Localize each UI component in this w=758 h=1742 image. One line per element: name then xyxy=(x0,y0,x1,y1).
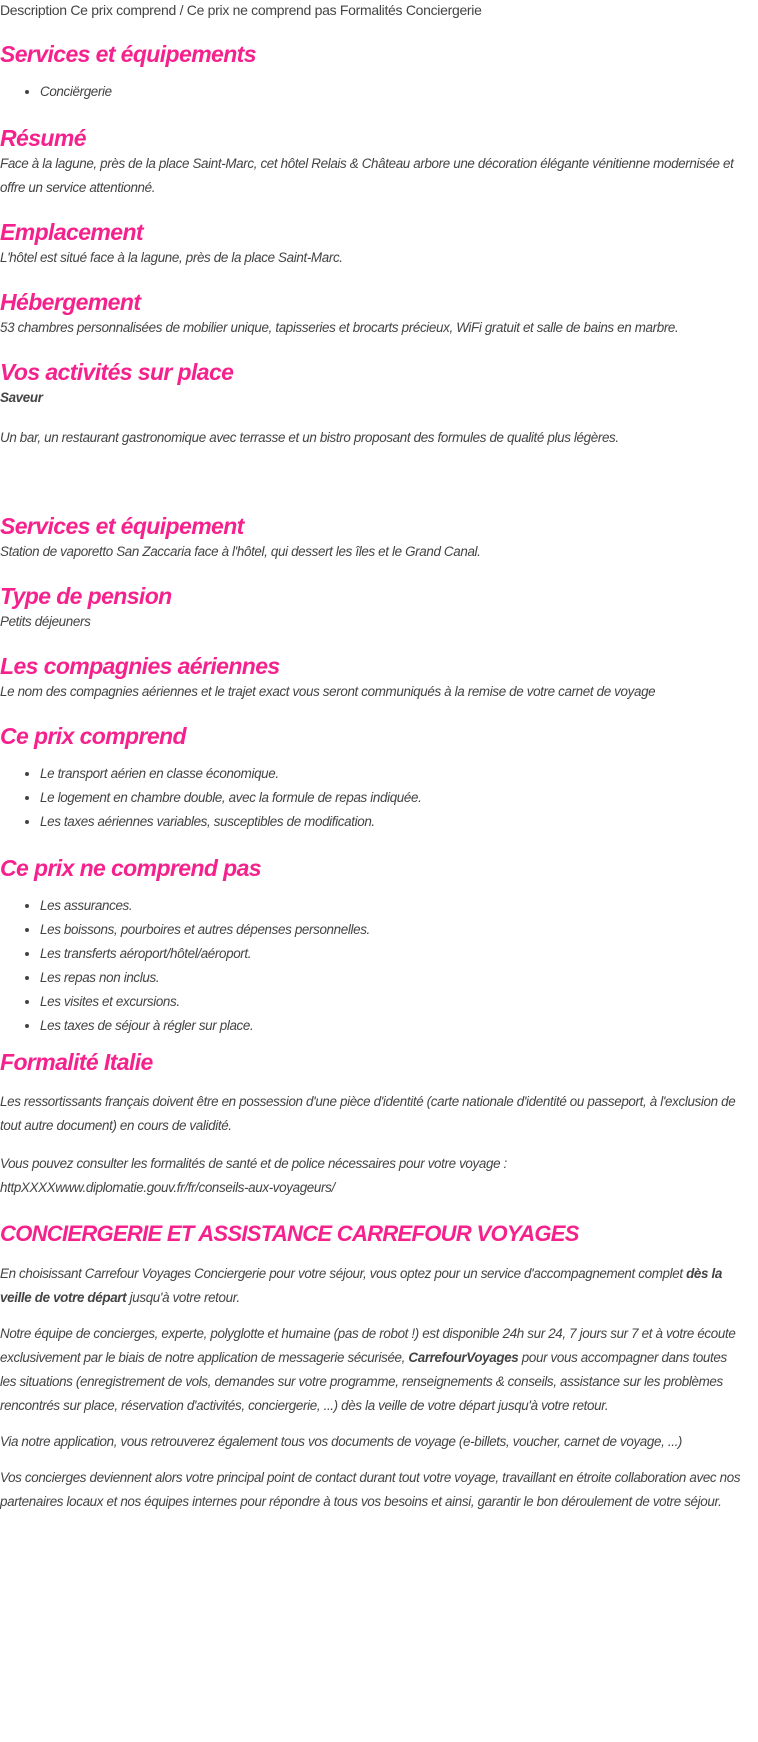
formalite-text-2-intro: Vous pouvez consulter les formalités de santé et de police nécessaires pour votre voyage : xyxy=(0,1156,507,1171)
conciergerie-text-1 xyxy=(0,1262,744,1310)
list-item: • Les transferts aéroport/hôtel/aéroport. xyxy=(40,942,744,966)
hebergement-text: 53 chambres personnalisées de mobilier unique, tapisseries et brocarts précieux, WiFi gratuit et salle de bains en marbre. xyxy=(0,320,679,335)
heading-services-equipement: Services et équipement xyxy=(0,513,244,539)
activites-subtitle xyxy=(0,386,744,410)
heading-prix-comprend: Ce prix comprend xyxy=(0,723,186,749)
activites-text: Un bar, un restaurant gastronomique avec terrasse et un bistro proposant des formules de qualité plus légères. xyxy=(0,430,619,445)
text-span: jusqu'à votre retour. xyxy=(126,1290,240,1305)
heading-conciergerie: CONCIERGERIE ET ASSISTANCE CARREFOUR VOYAGES xyxy=(0,1221,579,1246)
bold-text: dès la veille de votre départ xyxy=(0,1266,722,1305)
list-item: • Le logement en chambre double, avec la formule de repas indiquée. xyxy=(40,786,744,810)
emplacement-text: L'hôtel est situé face à la lagune, près de la place Saint-Marc. xyxy=(0,250,343,265)
bold-text: CarrefourVoyages xyxy=(408,1350,519,1365)
pension-text: Petits déjeuners xyxy=(0,614,91,629)
conciergerie-text-2 xyxy=(0,1322,744,1418)
heading-hebergement: Hébergement xyxy=(0,289,141,315)
heading-emplacement: Emplacement xyxy=(0,219,143,245)
services-equipement-text: Station de vaporetto San Zaccaria face à l'hôtel, qui dessert les îles et le Grand Canal. xyxy=(0,544,481,559)
activites-subtitle-text: Saveur xyxy=(0,390,43,405)
heading-prix-ne-comprend-pas: Ce prix ne comprend pas xyxy=(0,855,261,881)
heading-pension: Type de pension xyxy=(0,583,172,609)
prix-comprend-list xyxy=(0,762,744,834)
heading-formalite: Formalité Italie xyxy=(0,1049,153,1075)
text-span: Notre équipe de concierges, experte, polyglotte et humaine (pas de robot !) est disponible 24h sur 24, 7 jours sur 7 et à votre écoute exclusivement par le biais de notre application de messagerie sécurisée, xyxy=(0,1326,736,1365)
list-item: • Conciërgerie xyxy=(40,80,744,104)
list-item: • Les taxes aériennes variables, susceptibles de modification. xyxy=(40,810,744,834)
list-item: • Le transport aérien en classe économique. xyxy=(40,762,744,786)
heading-activites: Vos activités sur place xyxy=(0,359,234,385)
list-item: • Les boissons, pourboires et autres dépenses personnelles. xyxy=(40,918,744,942)
heading-resume: Résumé xyxy=(0,125,86,151)
section-tabs-line: Description Ce prix comprend / Ce prix ne comprend pas Formalités Conciergerie xyxy=(0,2,482,18)
diplomatie-link[interactable]: httpXXXXwww.diplomatie.gouv.fr/fr/conseils-aux-voyageurs/ xyxy=(0,1180,335,1195)
prix-ne-comprend-list xyxy=(0,894,744,1038)
list-item: • Les assurances. xyxy=(40,894,744,918)
services-list xyxy=(0,80,744,104)
list-item: • Les visites et excursions. xyxy=(40,990,744,1014)
text-span: pour vous accompagner dans toutes les situations (enregistrement de vols, demandes sur votre programme, renseignements & conseils, assistance sur les problèmes rencontrés sur place, réservation d'activités, conciergerie, ...) dès la veille de votre départ jusqu'à votre retour. xyxy=(0,1350,727,1413)
heading-services-equipements: Services et équipements xyxy=(0,41,256,67)
conciergerie-text-3: Via notre application, vous retrouverez également tous vos documents de voyage (e-billets, voucher, carnet de voyage, ...) xyxy=(0,1434,683,1449)
list-item: • Les repas non inclus. xyxy=(40,966,744,990)
resume-text: Face à la lagune, près de la place Saint-Marc, cet hôtel Relais & Château arbore une décoration élégante vénitienne modernisée et offre un service attentionné. xyxy=(0,156,734,195)
formalite-text-2 xyxy=(0,1152,744,1200)
compagnies-text: Le nom des compagnies aériennes et le trajet exact vous seront communiqués à la remise de votre carnet de voyage xyxy=(0,684,656,699)
list-item: • Les taxes de séjour à régler sur place. xyxy=(40,1014,744,1038)
heading-compagnies: Les compagnies aériennes xyxy=(0,653,280,679)
conciergerie-text-4: Vos concierges deviennent alors votre principal point de contact durant tout votre voyage, travaillant en étroite collaboration avec nos partenaires locaux et nos équipes internes pour répondre à tous vos besoins et ainsi, garantir le bon déroulement de votre séjour. xyxy=(0,1470,741,1509)
formalite-text-1: Les ressortissants français doivent être en possession d'une pièce d'identité (carte nationale d'identité ou passeport, à l'exclusion de tout autre document) en cours de validité. xyxy=(0,1094,736,1133)
text-span: En choisissant Carrefour Voyages Conciergerie pour votre séjour, vous optez pour un service d'accompagnement complet xyxy=(0,1266,687,1281)
